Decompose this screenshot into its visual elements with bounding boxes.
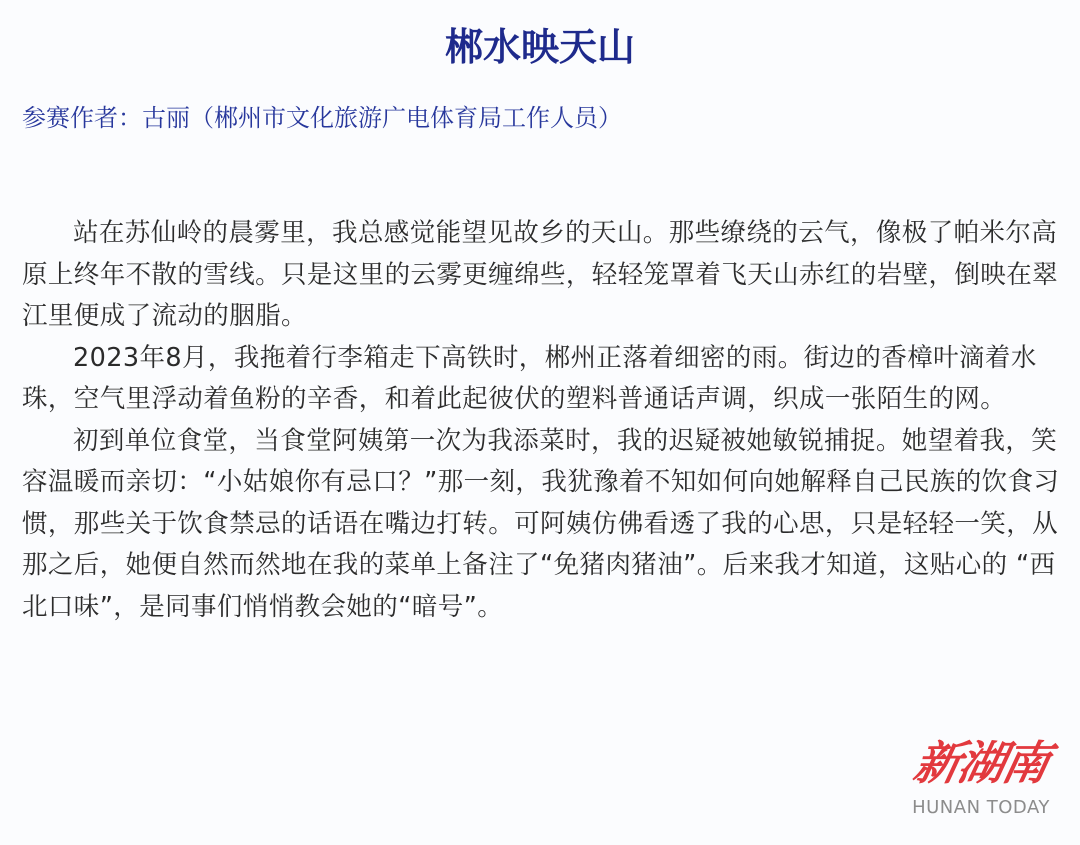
article-title: 郴水映天山	[444, 25, 635, 69]
article-body	[22, 213, 1072, 628]
watermark-caption: HUNAN TODAY	[912, 797, 1050, 818]
hunan-today-watermark	[896, 731, 1066, 841]
author-line: 参赛作者：古丽（郴州市文化旅游广电体育局工作人员）	[22, 104, 622, 132]
paragraph: 初到单位食堂，当食堂阿姨第一次为我添菜时，我的迟疑被她敏锐捕捉。她望着我，笑容温暖而亲切：“小姑娘你有忌口？”那一刻，我犹豫着不知如何向她解释自己民族的饮食习惯，那些关于饮食禁忌的话语在嘴边打转。可阿姨仿佛看透了我的心思，只是轻轻一笑，从那之后，她便自然而然地在我的菜单上备注了“免猪肉猪油”。后来我才知道，这贴心的 “西北口味”，是同事们悄悄教会她的“暗号”。	[22, 425, 1060, 622]
paragraph: 站在苏仙岭的晨雾里，我总感觉能望见故乡的天山。那些缭绕的云气，像极了帕米尔高原上终年不散的雪线。只是这里的云雾更缠绵些，轻轻笼罩着飞天山赤红的岩壁，倒映在翠江里便成了流动的胭脂。	[22, 218, 1059, 331]
paragraph: 2023年8月，我拖着行李箱走下高铁时，郴州正落着细密的雨。街边的香樟叶滴着水珠，空气里浮动着鱼粉的辛香，和着此起彼伏的塑料普通话声调，织成一张陌生的网。	[22, 342, 1037, 414]
watermark-logo: 新湖南	[909, 736, 1053, 790]
